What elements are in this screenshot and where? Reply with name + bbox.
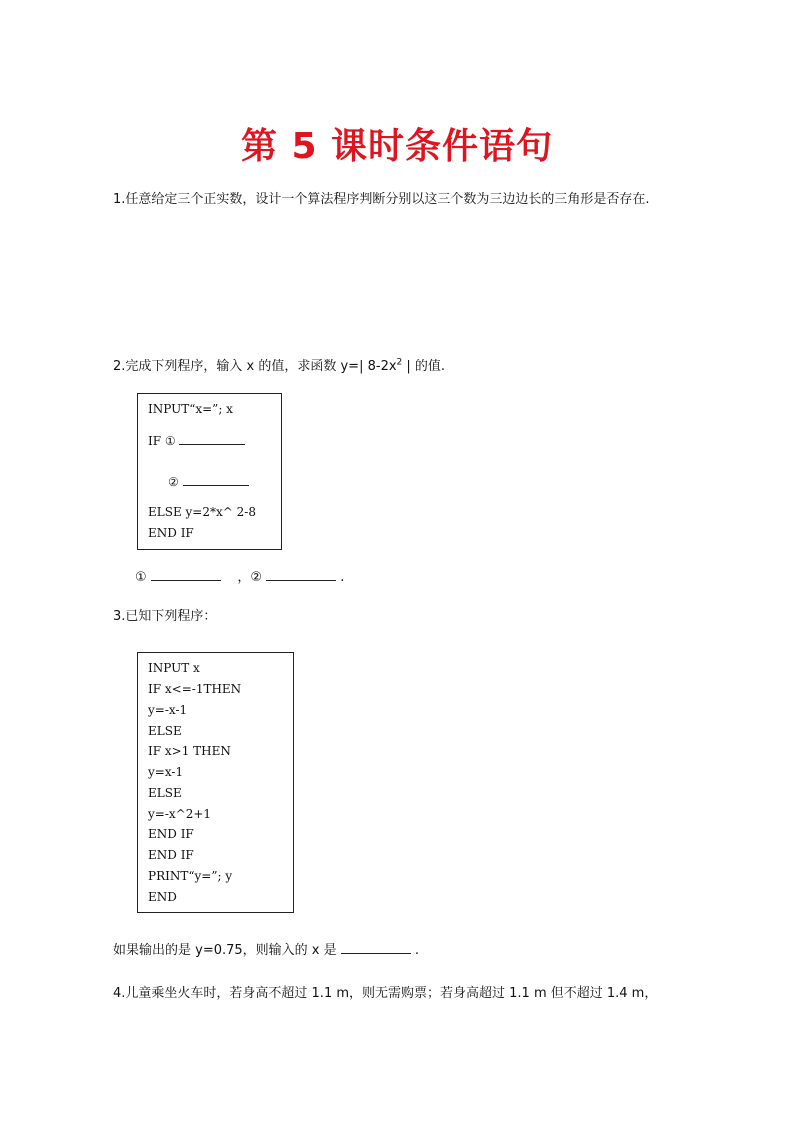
- code-line: ELSE: [148, 724, 182, 738]
- code-line: y=-x^2+1: [148, 807, 212, 821]
- code-line: IF x<=-1THEN: [148, 682, 242, 696]
- question-3-ask: [113, 941, 419, 960]
- code-line: y=-x-1: [148, 703, 188, 717]
- question-4: 4.儿童乘坐火车时，若身高不超过 1.1 m，则无需购票；若身高超过 1.1 m 但不超过 1.4 m，: [113, 986, 658, 1001]
- code-line: PRINT“y=”; y: [148, 869, 233, 883]
- code-line: INPUT“x=”; x: [148, 402, 233, 416]
- code-line: END IF: [148, 827, 194, 841]
- code-line: INPUT x: [148, 661, 200, 675]
- question-3-ask-end: .: [414, 943, 420, 958]
- question-2: [113, 358, 445, 376]
- question-3: 3.已知下列程序：: [113, 609, 217, 624]
- code-line-if: [148, 432, 245, 448]
- code-box-3: [137, 652, 294, 913]
- question-2-exponent: 2: [396, 357, 403, 368]
- question-2-abs: | 8-2x: [359, 359, 397, 374]
- answer-end: .: [340, 570, 345, 585]
- question-2-text: 2.完成下列程序，输入 x 的值，求函数 y=: [113, 359, 360, 374]
- question-2-text-end: | 的值.: [402, 359, 446, 374]
- blank-2[interactable]: [183, 473, 249, 486]
- code-line: END IF: [148, 848, 194, 862]
- answer-sep: ，②: [237, 570, 262, 585]
- code-line-then: [168, 473, 249, 489]
- answer-blank-1[interactable]: [151, 568, 221, 581]
- code-line: ELSE: [148, 786, 182, 800]
- code-line: IF x>1 THEN: [148, 744, 231, 758]
- code-then-label: ②: [168, 475, 179, 489]
- code-line: END: [148, 890, 177, 904]
- code-box-2: [137, 393, 282, 550]
- code-line: y=x-1: [148, 765, 184, 779]
- answer-blank-2[interactable]: [266, 568, 336, 581]
- answer-mark-1: ①: [135, 570, 147, 585]
- code-line: ELSE y=2*x^ 2-8: [148, 505, 256, 519]
- question-3-ask-text: 如果输出的是 y=0.75，则输入的 x 是: [113, 943, 337, 958]
- page-title: 第 5 课时条件语句: [240, 126, 554, 167]
- code-if-label: IF ①: [148, 434, 176, 448]
- question-1: 1.任意给定三个正实数，设计一个算法程序判断分别以这三个数为三边边长的三角形是否存在.: [113, 192, 650, 207]
- code-line: END IF: [148, 526, 194, 540]
- answer-blank-3[interactable]: [341, 941, 411, 954]
- answer-line-2: [135, 568, 344, 587]
- blank-1[interactable]: [179, 432, 245, 445]
